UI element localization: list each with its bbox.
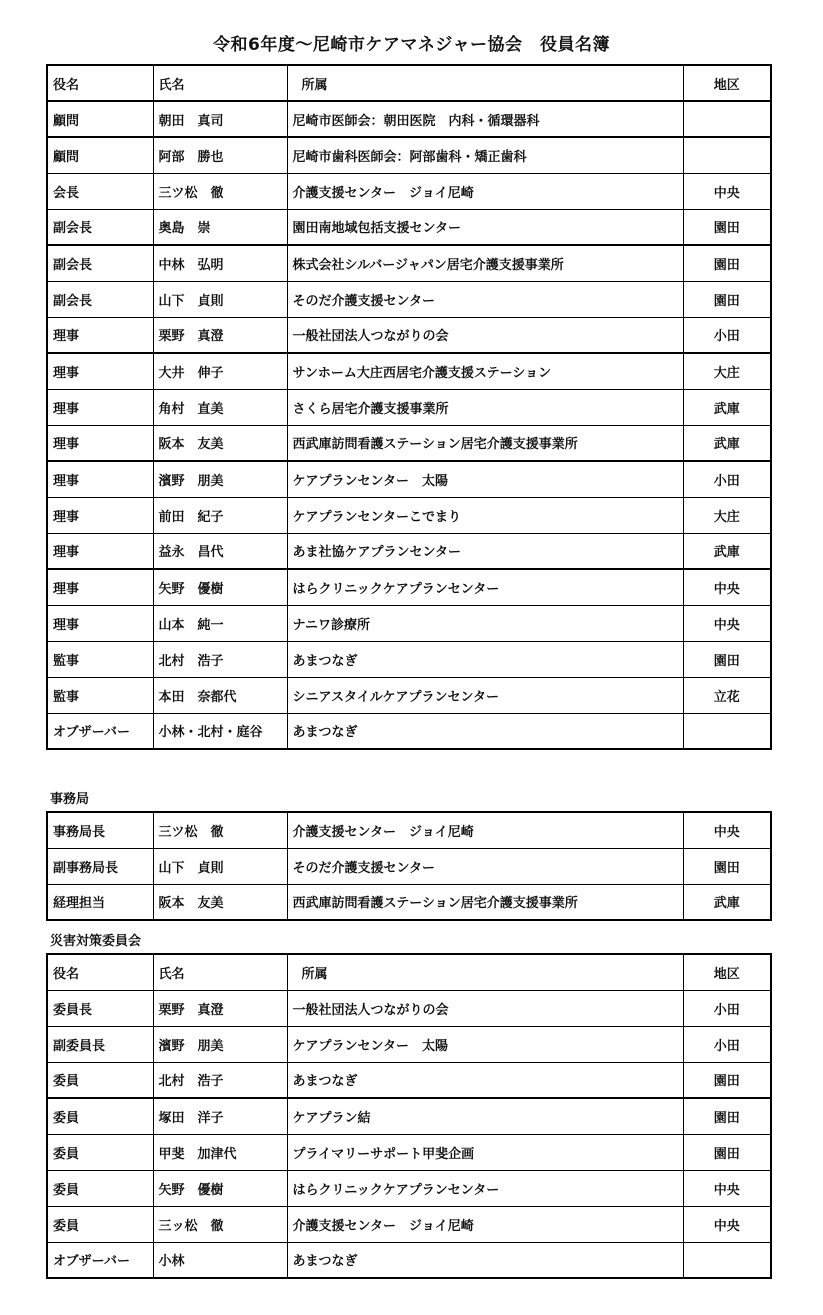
affiliation-cell: あまつなぎ	[287, 641, 683, 677]
district-cell: 園田	[683, 209, 771, 245]
affiliation-cell: ケアプランセンター 太陽	[287, 1026, 683, 1062]
district-cell: 小田	[683, 1026, 771, 1062]
name-cell: 三ッ松 徹	[153, 1206, 287, 1242]
table-row	[47, 353, 771, 389]
table-row	[47, 990, 771, 1026]
role-cell: 委員	[47, 1170, 153, 1206]
affiliation-cell: 介護支援センター ジョイ尼崎	[287, 1206, 683, 1242]
disaster-committee-table	[46, 953, 772, 1279]
name-cell: 濱野 朋美	[153, 461, 287, 497]
table-row	[47, 425, 771, 461]
table-row	[47, 317, 771, 353]
role-cell: 監事	[47, 641, 153, 677]
table-row	[47, 461, 771, 497]
name-cell: 阿部 勝也	[153, 137, 287, 173]
district-cell	[683, 1242, 771, 1278]
role-cell: 会長	[47, 173, 153, 209]
name-cell: 前田 紀子	[153, 497, 287, 533]
affiliation-cell: 株式会社シルバージャパン居宅介護支援事業所	[287, 245, 683, 281]
name-cell: 山下 貞則	[153, 848, 287, 884]
affiliation-cell: ケアプランセンター 太陽	[287, 461, 683, 497]
name-cell: 奥島 崇	[153, 209, 287, 245]
name-cell: 角村 直美	[153, 389, 287, 425]
role-cell: 副会長	[47, 209, 153, 245]
table-row	[47, 209, 771, 245]
table-row	[47, 533, 771, 569]
affiliation-cell: 介護支援センター ジョイ尼崎	[287, 812, 683, 848]
role-cell: 事務局長	[47, 812, 153, 848]
district-cell: 園田	[683, 281, 771, 317]
name-cell: 栗野 真澄	[153, 990, 287, 1026]
name-cell: 小林・北村・庭谷	[153, 713, 287, 749]
role-cell: 理事	[47, 425, 153, 461]
district-cell: 武庫	[683, 425, 771, 461]
name-cell: 北村 浩子	[153, 641, 287, 677]
affiliation-cell: 西武庫訪問看護ステーション居宅介護支援事業所	[287, 884, 683, 920]
role-cell: 顧問	[47, 101, 153, 137]
affiliation-cell: 尼崎市医師会：朝田医院 内科・循環器科	[287, 101, 683, 137]
table-row	[47, 848, 771, 884]
district-cell: 立花	[683, 677, 771, 713]
name-cell: 本田 奈都代	[153, 677, 287, 713]
role-cell: 理事	[47, 533, 153, 569]
affiliation-cell: 尼崎市歯科医師会：阿部歯科・矯正歯科	[287, 137, 683, 173]
name-cell: 朝田 真司	[153, 101, 287, 137]
district-cell: 武庫	[683, 533, 771, 569]
table-row	[47, 569, 771, 605]
affiliation-cell: あま社協ケアプランセンター	[287, 533, 683, 569]
district-cell: 武庫	[683, 389, 771, 425]
district-cell: 中央	[683, 605, 771, 641]
name-cell: 甲斐 加津代	[153, 1134, 287, 1170]
name-cell: 山下 貞則	[153, 281, 287, 317]
role-cell: オブザーバー	[47, 713, 153, 749]
role-cell: 理事	[47, 317, 153, 353]
header-name: 氏名	[153, 65, 287, 101]
affiliation-cell: サンホーム大庄西居宅介護支援ステーション	[287, 353, 683, 389]
district-cell: 園田	[683, 1134, 771, 1170]
district-cell: 園田	[683, 848, 771, 884]
table-row	[47, 1098, 771, 1134]
affiliation-cell: ナニワ診療所	[287, 605, 683, 641]
table-row	[47, 497, 771, 533]
role-cell: 理事	[47, 461, 153, 497]
table-row	[47, 1062, 771, 1098]
header-name: 氏名	[153, 954, 287, 990]
affiliation-cell: ケアプランセンターこでまり	[287, 497, 683, 533]
table-row	[47, 884, 771, 920]
name-cell: 北村 浩子	[153, 1062, 287, 1098]
affiliation-cell: 西武庫訪問看護ステーション居宅介護支援事業所	[287, 425, 683, 461]
role-cell: 副委員長	[47, 1026, 153, 1062]
header-affiliation: 所属	[287, 65, 683, 101]
role-cell: 顧問	[47, 137, 153, 173]
district-cell: 大庄	[683, 497, 771, 533]
officers-table	[46, 64, 772, 750]
role-cell: 理事	[47, 569, 153, 605]
header-role: 役名	[47, 65, 153, 101]
role-cell: 委員	[47, 1134, 153, 1170]
table-row	[47, 812, 771, 848]
district-cell	[683, 713, 771, 749]
district-cell	[683, 101, 771, 137]
table-row	[47, 713, 771, 749]
affiliation-cell: そのだ介護支援センター	[287, 281, 683, 317]
district-cell: 小田	[683, 990, 771, 1026]
table-row	[47, 1242, 771, 1278]
role-cell: 理事	[47, 497, 153, 533]
table-header-row	[47, 65, 771, 101]
district-cell: 園田	[683, 245, 771, 281]
header-district: 地区	[683, 65, 771, 101]
role-cell: オブザーバー	[47, 1242, 153, 1278]
role-cell: 副会長	[47, 245, 153, 281]
page-title: 令和6年度～尼崎市ケアマネジャー協会 役員名簿	[213, 35, 610, 55]
affiliation-cell: 園田南地域包括支援センター	[287, 209, 683, 245]
district-cell	[683, 137, 771, 173]
affiliation-cell: さくら居宅介護支援事業所	[287, 389, 683, 425]
affiliation-cell: あまつなぎ	[287, 713, 683, 749]
role-cell: 委員	[47, 1062, 153, 1098]
table-row	[47, 1134, 771, 1170]
affiliation-cell: そのだ介護支援センター	[287, 848, 683, 884]
district-cell: 中央	[683, 812, 771, 848]
name-cell: 濱野 朋美	[153, 1026, 287, 1062]
table-row	[47, 173, 771, 209]
affiliation-cell: 介護支援センター ジョイ尼崎	[287, 173, 683, 209]
name-cell: 益永 昌代	[153, 533, 287, 569]
header-district: 地区	[683, 954, 771, 990]
header-affiliation: 所属	[287, 954, 683, 990]
district-cell: 園田	[683, 641, 771, 677]
table-row	[47, 605, 771, 641]
district-cell: 小田	[683, 317, 771, 353]
role-cell: 委員	[47, 1098, 153, 1134]
table-row	[47, 1206, 771, 1242]
name-cell: 三ツ松 徹	[153, 173, 287, 209]
role-cell: 経理担当	[47, 884, 153, 920]
district-cell: 園田	[683, 1062, 771, 1098]
secretariat-table	[46, 811, 772, 921]
table-row	[47, 101, 771, 137]
name-cell: 矢野 優樹	[153, 569, 287, 605]
name-cell: 栗野 真澄	[153, 317, 287, 353]
name-cell: 塚田 洋子	[153, 1098, 287, 1134]
role-cell: 理事	[47, 353, 153, 389]
name-cell: 三ツ松 徹	[153, 812, 287, 848]
name-cell: 小林	[153, 1242, 287, 1278]
district-cell: 中央	[683, 569, 771, 605]
affiliation-cell: 一般社団法人つながりの会	[287, 990, 683, 1026]
affiliation-cell: はらクリニックケアプランセンター	[287, 569, 683, 605]
role-cell: 副事務局長	[47, 848, 153, 884]
role-cell: 委員長	[47, 990, 153, 1026]
disaster-committee-label: 災害対策委員会	[50, 934, 142, 949]
role-cell: 理事	[47, 605, 153, 641]
role-cell: 監事	[47, 677, 153, 713]
affiliation-cell: 一般社団法人つながりの会	[287, 317, 683, 353]
district-cell: 小田	[683, 461, 771, 497]
name-cell: 中林 弘明	[153, 245, 287, 281]
header-role: 役名	[47, 954, 153, 990]
table-header-row	[47, 954, 771, 990]
affiliation-cell: ケアプラン結	[287, 1098, 683, 1134]
secretariat-label: 事務局	[50, 792, 90, 807]
table-row	[47, 677, 771, 713]
role-cell: 委員	[47, 1206, 153, 1242]
name-cell: 山本 純一	[153, 605, 287, 641]
affiliation-cell: あまつなぎ	[287, 1062, 683, 1098]
table-row	[47, 245, 771, 281]
name-cell: 阪本 友美	[153, 884, 287, 920]
affiliation-cell: はらクリニックケアプランセンター	[287, 1170, 683, 1206]
district-cell: 中央	[683, 1170, 771, 1206]
district-cell: 大庄	[683, 353, 771, 389]
table-row	[47, 1026, 771, 1062]
name-cell: 矢野 優樹	[153, 1170, 287, 1206]
table-row	[47, 281, 771, 317]
role-cell: 理事	[47, 389, 153, 425]
name-cell: 大井 伸子	[153, 353, 287, 389]
district-cell: 中央	[683, 173, 771, 209]
district-cell: 中央	[683, 1206, 771, 1242]
affiliation-cell: プライマリーサポート甲斐企画	[287, 1134, 683, 1170]
table-row	[47, 1170, 771, 1206]
role-cell: 副会長	[47, 281, 153, 317]
affiliation-cell: シニアスタイルケアプランセンター	[287, 677, 683, 713]
table-row	[47, 137, 771, 173]
table-row	[47, 641, 771, 677]
district-cell: 武庫	[683, 884, 771, 920]
table-row	[47, 389, 771, 425]
affiliation-cell: あまつなぎ	[287, 1242, 683, 1278]
district-cell: 園田	[683, 1098, 771, 1134]
name-cell: 阪本 友美	[153, 425, 287, 461]
